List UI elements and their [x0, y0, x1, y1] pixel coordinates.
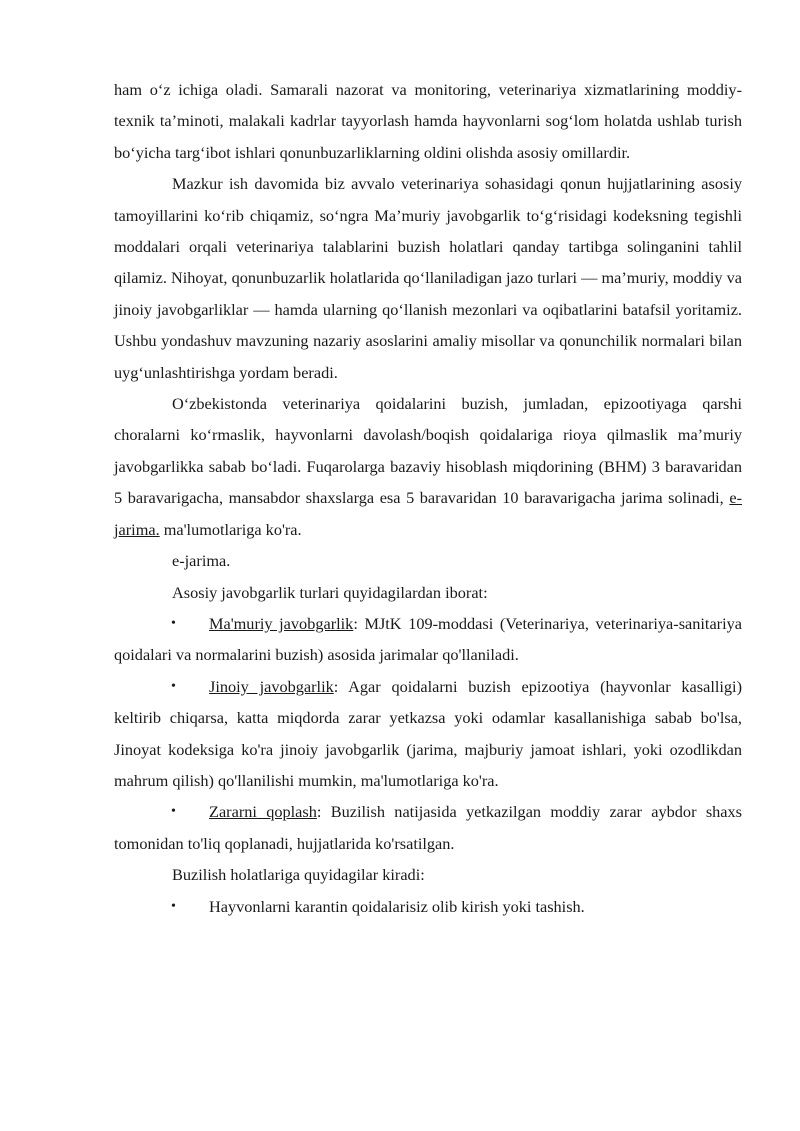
e-jarima-link[interactable]: e-jarima. [114, 488, 742, 539]
administrative-liability-link[interactable]: Ma'muriy javobgarlik [209, 613, 354, 633]
list-item-criminal [114, 671, 742, 797]
administrative-liability-text: : MJtK 109-moddasi (Veterinariya, veterinariya-sanitariya qoidalari va normalarini buzish) asosida jarimalar qo'llaniladi. [114, 613, 742, 665]
bullet-icon: • [171, 898, 176, 914]
list-item-administrative [114, 608, 742, 671]
criminal-liability-text: : Agar qoidalarni buzish epizootiya (hayvonlar kasalligi) keltirib chiqarsa, katta miqdorda zarar yetkazsa yoki odamlar kasallanishiga sabab bo'lsa, Jinoyat kodeksiga ko'ra jinoiy javobgarlik (jarima, majburiy jamoat ishlari, yoki ozodlikdan mahrum qilish) qo'llanilishi mumkin, ma'lumotlariga ko'ra. [114, 676, 742, 790]
damage-compensation-link[interactable]: Zararni qoplash [209, 802, 317, 822]
list-item-quarantine [114, 891, 742, 922]
list-item-compensation [114, 796, 742, 859]
bullet-icon: • [171, 804, 176, 820]
paragraph-scope: Mazkur ish davomida biz avvalo veterinariya sohasidagi qonun hujjatlarining asosiy tamoyillarini ko‘rib chiqamiz, so‘ngra Ma’muriy javobgarlik to‘g‘risidagi kodeksning tegishli moddalari orqali veterinariya talablarini buzish holatlari qanday tartibga solinganini tahlil qilamiz. Nihoyat, qonunbuzarlik holatlarida qo‘llaniladigan jazo turlari — ma’muriy, moddiy va jinoiy javobgarliklar — hamda ularning qo‘llanish mezonlari va oqibatlarini batafsil yoritamiz. Ushbu yondashuv mavzuning nazariy asoslarini amaliy misollar va qonunchilik normalari bilan uyg‘unlashtirishga yordam beradi. [114, 174, 742, 382]
criminal-liability-link[interactable]: Jinoiy javobgarlik [209, 676, 334, 696]
paragraph-intro: ham o‘z ichiga oladi. Samarali nazorat va monitoring, veterinariya xizmatlarining moddiy-texnik ta’minoti, malakali kadrlar tayyorlash hamda hayvonlarni sog‘lom holatda ushlab turish bo‘yicha targ‘ibot ishlari qonunbuzarliklarning oldini olishda asosiy omillardir. [114, 80, 742, 162]
paragraph-liability-tail: ma'lumotlariga ko'ra. [159, 519, 302, 539]
list-heading-violations: Buzilish holatlariga quyidagilar kiradi: [172, 865, 425, 885]
bullet-icon: • [171, 615, 176, 631]
list-heading-liability-types: Asosiy javobgarlik turlari quyidagilardan iborat: [172, 582, 488, 602]
quarantine-violation-text: Hayvonlarni karantin qoidalarisiz olib kirish yoki tashish. [209, 896, 585, 916]
document-page [114, 74, 742, 922]
paragraph-liability [114, 388, 742, 545]
source-note: e-jarima. [172, 551, 231, 571]
damage-compensation-text: : Buzilish natijasida yetkazilgan moddiy zarar aybdor shaxs tomonidan to'liq qoplanadi, hujjatlarida ko'rsatilgan. [114, 802, 742, 853]
paragraph-liability-text: O‘zbekistonda veterinariya qoidalarini buzish, jumladan, epizootiyaga qarshi choralarni ko‘rmaslik, hayvonlarni davolash/boqish qoidalariga rioya qilmaslik ma’muriy javobgarlikka sabab bo‘ladi. Fuqarolarga bazaviy hisoblash miqdorining (BHM) 3 baravaridan 5 baravarigacha, mansabdor shaxslarga esa 5 baravaridan 10 baravarigacha jarima solinadi, [114, 394, 742, 508]
bullet-icon: • [171, 678, 176, 694]
